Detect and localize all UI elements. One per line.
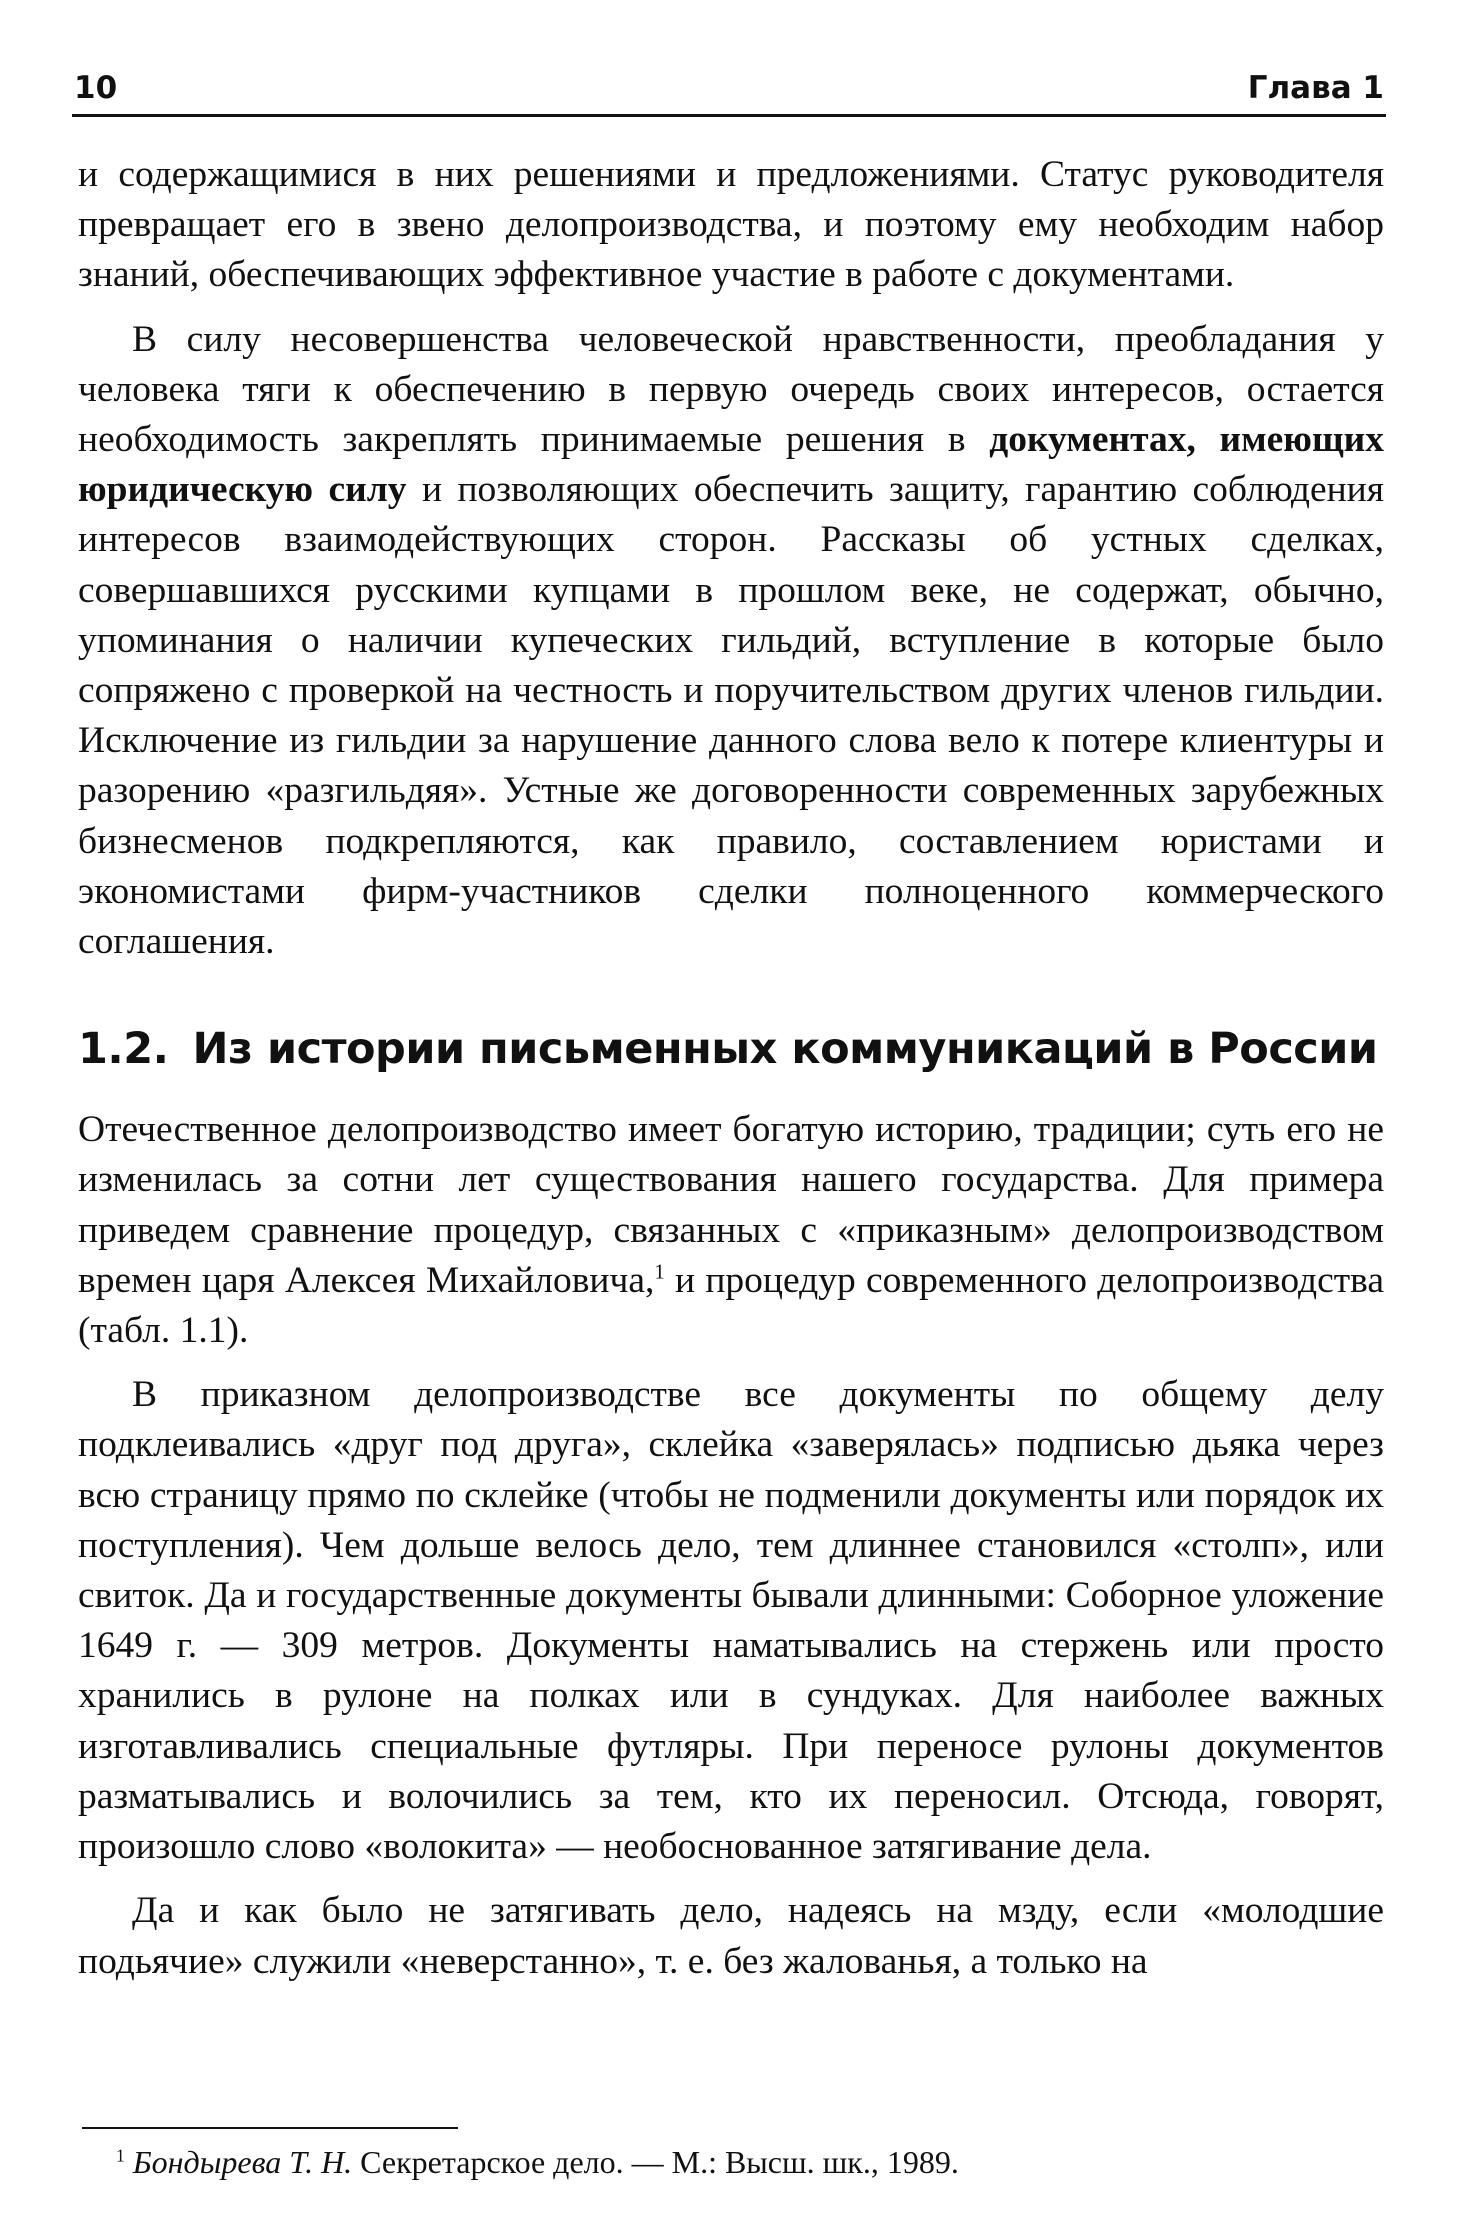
footnote-reference: 1 <box>654 1261 665 1284</box>
paragraph-2-end: и позволяющих обеспечить защиту, гарантию соблюдения интересов взаимодействующих сторон. Рассказы об устных сделках, совершавшихся русскими купцами в прошлом веке, не содержат, обычно, упоминания о наличии купеческих гильдий, вступление в которые было сопряжено с проверкой на честность и поручительством других членов гильдии. Исключение из гильдии за нарушение данного слова вело к потере клиентуры и разорению «разгильдяя». Устные же договоренности современных зарубежных бизнесменов подкрепляются, как правило, составлением юристами и экономистами фирм-участников сделки полноценного коммерческого соглашения. <box>78 469 1384 963</box>
paragraph-3-start: Отечественное делопроизводство имеет богатую историю, традиции; суть его не изменилась за сотни лет существования нашего государства. Для примера приведем сравнение процедур, связанных с «приказным» делопроизводством времен царя Алексея Михайловича, <box>78 1109 1384 1301</box>
paragraph-3 <box>78 1105 1384 1356</box>
footnote-divider <box>82 2127 458 2129</box>
body-text <box>78 150 1384 2001</box>
footnote-author: Бондырева Т. Н. <box>132 2144 353 2180</box>
paragraph-4: В приказном делопроизводстве все документы по общему делу подклеивались «друг под друга», склейка «заверялась» подписью дьяка через всю страницу прямо по склейке (чтобы не подменили документы или порядок их поступления). Чем дольше велось дело, тем длиннее становился «столп», или свиток. Да и государственные документы бывали длинными: Соборное уложение 1649 г. — 309 метров. Документы наматывались на стержень или просто хранились в рулоне на полках или в сундуках. Для наиболее важных изготавливались специальные футляры. При переносе рулоны документов разматывались и волочились за тем, кто их переносил. Отсюда, говорят, произошло слово «волокита» — необоснованное затягивание дела. <box>78 1374 1384 1868</box>
section-heading <box>78 1019 1384 1079</box>
section-number: 1.2. <box>78 1024 169 1075</box>
bold-term: документах, имеющих юридическую силу <box>78 419 1384 511</box>
footnote <box>116 2140 1316 2184</box>
section-title: Из истории письменных коммуникаций в России <box>192 1024 1378 1075</box>
paragraph-3-end: и процедур современного делопроизводства (табл. 1.1). <box>78 1259 1384 1352</box>
footnote-marker: 1 <box>116 2145 125 2166</box>
paragraph-2 <box>78 315 1384 968</box>
page-number: 10 <box>74 70 118 106</box>
chapter-label: Глава 1 <box>1247 70 1384 106</box>
running-header <box>72 62 1386 117</box>
paragraph-5: Да и как было не затягивать дело, надеясь на мзду, если «молодшие подьячие» служили «неверстанно», т. е. без жалованья, а только на <box>78 1890 1384 1982</box>
paragraph-2-start: В силу несовершенства человеческой нравственности, преобладания у человека тяги к обеспечению в первую очередь своих интересов, остается необходимость закреплять принимаемые решения в <box>78 318 1384 461</box>
footnote-text: Секретарское дело. — М.: Высш. шк., 1989. <box>352 2144 959 2180</box>
paragraph-1: и содержащимися в них решениями и предложениями. Статус руководителя превращает его в звено делопроизводства, и поэтому ему необходим набор знаний, обеспечивающих эффективное участие в работе с документами. <box>78 154 1384 296</box>
